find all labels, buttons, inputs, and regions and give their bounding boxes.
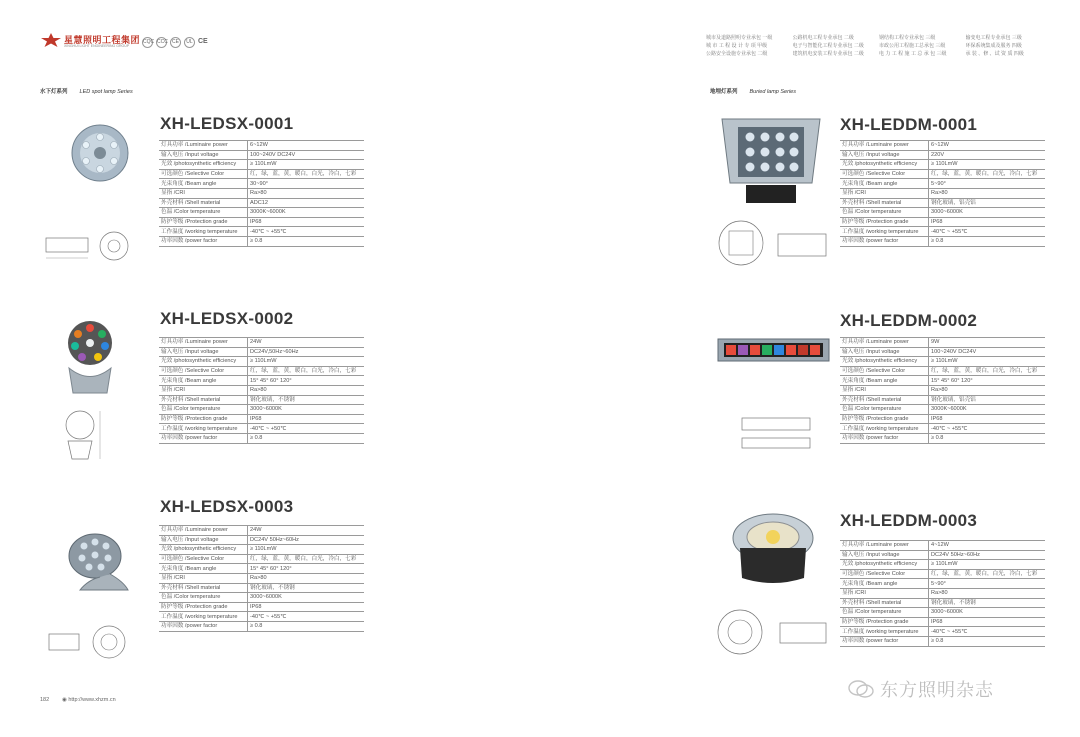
spec-value: ≥ 110LmW bbox=[929, 160, 1046, 170]
spec-row bbox=[159, 405, 364, 415]
qualification-item: 输变电工程专业承包 三级 bbox=[965, 35, 1022, 41]
spec-row bbox=[159, 424, 364, 434]
spec-row bbox=[159, 357, 364, 367]
spec-label: 光束角度 /Beam angle bbox=[840, 376, 929, 386]
dimension-drawing bbox=[42, 228, 134, 264]
spec-label: 光效 /photosynthetic efficiency bbox=[840, 560, 929, 570]
spec-value: 红，绿，蓝，黄，暖白，白光，冷白，七彩 bbox=[248, 554, 365, 564]
spec-row bbox=[159, 545, 364, 555]
spec-row bbox=[159, 179, 364, 189]
spec-row bbox=[159, 395, 364, 405]
spec-row bbox=[840, 338, 1045, 348]
spec-label: 显指 /CRI bbox=[159, 188, 248, 198]
spec-label: 灯具功率 /Luminaire power bbox=[159, 338, 248, 348]
spec-value: 钢化玻璃，不锈钢 bbox=[248, 395, 365, 405]
spec-row bbox=[159, 198, 364, 208]
spec-value: -40℃ ~ +55℃ bbox=[248, 612, 365, 622]
spec-value: 15° 45° 60° 120° bbox=[248, 564, 365, 574]
spec-label: 光效 /photosynthetic efficiency bbox=[159, 357, 248, 367]
qualification-item: 钢结构工程专业承包 三级 bbox=[879, 35, 936, 41]
spec-value: ≥ 110LmW bbox=[929, 560, 1046, 570]
spec-label: 外壳材料 /Shell material bbox=[840, 395, 929, 405]
spec-value: 30~90° bbox=[248, 179, 365, 189]
spec-value: 220V bbox=[929, 150, 1046, 160]
spec-label: 显指 /CRI bbox=[159, 385, 248, 395]
product-photo-ledsx-0003 bbox=[60, 530, 135, 592]
spec-row bbox=[159, 621, 364, 631]
series-heading-right bbox=[710, 87, 796, 95]
spec-label: 功率因数 /power factor bbox=[159, 433, 248, 443]
spec-table bbox=[840, 540, 1045, 647]
spec-label: 防护等级 /Protection grade bbox=[159, 217, 248, 227]
spec-label: 光束角度 /Beam angle bbox=[840, 579, 929, 589]
brand-logo-icon bbox=[40, 33, 62, 47]
spec-value: 24W bbox=[248, 526, 365, 536]
spec-row bbox=[159, 217, 364, 227]
series-name-cn: 水下灯系列 bbox=[40, 89, 68, 95]
spec-row bbox=[840, 179, 1045, 189]
spec-row bbox=[159, 385, 364, 395]
spec-row bbox=[840, 608, 1045, 618]
spec-row bbox=[840, 424, 1045, 434]
dimension-drawing bbox=[60, 405, 105, 465]
spec-row bbox=[159, 366, 364, 376]
spec-value: -40℃ ~ +55℃ bbox=[929, 227, 1046, 237]
product-photo-leddm-0001 bbox=[716, 115, 826, 205]
spec-label: 光效 /photosynthetic efficiency bbox=[840, 160, 929, 170]
spec-row bbox=[159, 150, 364, 160]
spec-row bbox=[840, 560, 1045, 570]
qualification-item: 承 装 、修 、试 资 质 四级 bbox=[965, 51, 1024, 57]
spec-value: 3000~6000K bbox=[248, 405, 365, 415]
spec-value: 6~12W bbox=[248, 141, 365, 151]
product-model: XH-LEDSX-0001 bbox=[160, 114, 294, 133]
cert-badge: UL bbox=[184, 37, 195, 48]
spec-table bbox=[840, 337, 1045, 444]
spec-value: ≥ 0.8 bbox=[929, 236, 1046, 246]
spec-value: -40℃ ~ +50℃ bbox=[248, 424, 365, 434]
spec-row bbox=[840, 541, 1045, 551]
spec-value: ≥ 110LmW bbox=[248, 357, 365, 367]
spec-label: 外壳材料 /Shell material bbox=[840, 598, 929, 608]
spec-label: 色温 /Color temperature bbox=[840, 208, 929, 218]
spec-value: ≥ 110LmW bbox=[929, 357, 1046, 367]
spec-value: ≥ 0.8 bbox=[248, 621, 365, 631]
spec-label: 可选颜色 /Selective Color bbox=[840, 366, 929, 376]
spec-row bbox=[840, 550, 1045, 560]
spec-row bbox=[840, 188, 1045, 198]
spec-row bbox=[159, 188, 364, 198]
spec-label: 输入电压 /Input voltage bbox=[840, 550, 929, 560]
spec-row bbox=[840, 198, 1045, 208]
spec-label: 灯具功率 /Luminaire power bbox=[159, 141, 248, 151]
spec-value: 15° 45° 60° 120° bbox=[929, 376, 1046, 386]
spec-label: 光效 /photosynthetic efficiency bbox=[840, 357, 929, 367]
spec-label: 工作温度 /working temperature bbox=[840, 627, 929, 637]
spec-row bbox=[159, 583, 364, 593]
qualification-item: 环保系统集成及服务 四级 bbox=[965, 43, 1022, 49]
spec-value: ≥ 110LmW bbox=[248, 160, 365, 170]
spec-label: 光束角度 /Beam angle bbox=[159, 376, 248, 386]
spec-label: 防护等级 /Protection grade bbox=[159, 414, 248, 424]
spec-table bbox=[159, 525, 364, 632]
spec-value: IP68 bbox=[248, 414, 365, 424]
spec-label: 色温 /Color temperature bbox=[159, 405, 248, 415]
spec-label: 光束角度 /Beam angle bbox=[840, 179, 929, 189]
spec-value: DC24V 50Hz~60Hz bbox=[248, 535, 365, 545]
spec-row bbox=[840, 433, 1045, 443]
qualification-list bbox=[706, 34, 1046, 58]
spec-row bbox=[159, 347, 364, 357]
page-number: 182 bbox=[40, 697, 50, 703]
spec-value: IP68 bbox=[929, 617, 1046, 627]
spec-label: 可选颜色 /Selective Color bbox=[159, 169, 248, 179]
spec-label: 功率因数 /power factor bbox=[840, 433, 929, 443]
spec-label: 输入电压 /Input voltage bbox=[840, 347, 929, 357]
watermark-text: 东方照明杂志 bbox=[880, 680, 994, 700]
spec-value: IP68 bbox=[929, 217, 1046, 227]
spec-row bbox=[840, 627, 1045, 637]
cert-badge: CQC bbox=[142, 37, 153, 48]
spec-label: 外壳材料 /Shell material bbox=[840, 198, 929, 208]
spec-value: DC24V 50Hz~60Hz bbox=[929, 550, 1046, 560]
spec-row bbox=[840, 169, 1045, 179]
series-name-en: LED spot lamp Series bbox=[79, 89, 133, 95]
spec-label: 外壳材料 /Shell material bbox=[159, 198, 248, 208]
spec-row bbox=[159, 376, 364, 386]
spec-row bbox=[840, 569, 1045, 579]
spec-row bbox=[840, 217, 1045, 227]
spec-value: 钢化玻璃，铝壳铝 bbox=[929, 198, 1046, 208]
spec-label: 色温 /Color temperature bbox=[840, 405, 929, 415]
spec-row bbox=[840, 588, 1045, 598]
spec-row bbox=[159, 602, 364, 612]
spec-row bbox=[159, 414, 364, 424]
spec-label: 灯具功率 /Luminaire power bbox=[840, 141, 929, 151]
wechat-icon bbox=[848, 679, 874, 699]
spec-label: 输入电压 /Input voltage bbox=[159, 150, 248, 160]
spec-label: 外壳材料 /Shell material bbox=[159, 395, 248, 405]
spec-label: 功率因数 /power factor bbox=[840, 236, 929, 246]
spec-value: Ra>80 bbox=[248, 188, 365, 198]
dimension-drawing bbox=[736, 408, 816, 453]
product-model: XH-LEDDM-0001 bbox=[840, 115, 978, 134]
spec-label: 色温 /Color temperature bbox=[159, 208, 248, 218]
spec-label: 外壳材料 /Shell material bbox=[159, 583, 248, 593]
cert-badge: CE bbox=[198, 38, 208, 45]
spec-value: 3000K~6000K bbox=[248, 208, 365, 218]
spec-row bbox=[159, 554, 364, 564]
spec-row bbox=[159, 208, 364, 218]
spec-label: 输入电压 /Input voltage bbox=[840, 150, 929, 160]
spec-row bbox=[159, 535, 364, 545]
spec-value: -40℃ ~ +55℃ bbox=[248, 227, 365, 237]
spec-label: 光束角度 /Beam angle bbox=[159, 564, 248, 574]
spec-row bbox=[840, 414, 1045, 424]
dimension-drawing bbox=[45, 620, 135, 665]
spec-label: 光束角度 /Beam angle bbox=[159, 179, 248, 189]
product-photo-ledsx-0001 bbox=[70, 123, 130, 183]
series-name-cn: 地埋灯系列 bbox=[710, 89, 738, 95]
spec-label: 显指 /CRI bbox=[840, 588, 929, 598]
product-photo-leddm-0002 bbox=[716, 335, 831, 365]
spec-row bbox=[159, 433, 364, 443]
spec-value: 9W bbox=[929, 338, 1046, 348]
spec-value: ≥ 0.8 bbox=[929, 433, 1046, 443]
spec-label: 灯具功率 /Luminaire power bbox=[159, 526, 248, 536]
spec-label: 显指 /CRI bbox=[159, 573, 248, 583]
spec-value: ≥ 0.8 bbox=[929, 636, 1046, 646]
spec-row bbox=[840, 150, 1045, 160]
spec-value: 红，绿，蓝，黄，暖白，白光，冷白，七彩 bbox=[929, 569, 1046, 579]
spec-value: Ra>80 bbox=[248, 385, 365, 395]
spec-value: 5~90° bbox=[929, 579, 1046, 589]
spec-value: 3000K~6000K bbox=[929, 405, 1046, 415]
spec-value: 5~90° bbox=[929, 179, 1046, 189]
spec-row bbox=[840, 579, 1045, 589]
spec-value: IP68 bbox=[929, 414, 1046, 424]
product-photo-leddm-0003 bbox=[728, 508, 818, 588]
product-model: XH-LEDSX-0003 bbox=[160, 497, 294, 516]
spec-row bbox=[840, 598, 1045, 608]
brand-name: 星慧照明工程集团 bbox=[64, 35, 141, 45]
spec-row bbox=[159, 612, 364, 622]
qualification-item: 公路机电工程专业承包 二级 bbox=[792, 35, 854, 41]
qualification-item: 市政公用工程施工总承包 三级 bbox=[879, 43, 946, 49]
spec-value: ≥ 0.8 bbox=[248, 236, 365, 246]
spec-value: Ra>80 bbox=[929, 588, 1046, 598]
spec-value: 6~12W bbox=[929, 141, 1046, 151]
globe-icon: ◉ bbox=[62, 697, 67, 703]
spec-row bbox=[840, 636, 1045, 646]
spec-label: 工作温度 /working temperature bbox=[159, 227, 248, 237]
dimension-drawing bbox=[716, 605, 831, 660]
spec-row bbox=[159, 236, 364, 246]
product-model: XH-LEDSX-0002 bbox=[160, 309, 294, 328]
spec-value: 红，绿，蓝，黄，暖白，白光，冷白，七彩 bbox=[929, 366, 1046, 376]
spec-row bbox=[840, 366, 1045, 376]
spec-value: 3000~6000K bbox=[929, 208, 1046, 218]
spec-row bbox=[159, 526, 364, 536]
spec-value: 红，绿，蓝，黄，暖白，白光，冷白，七彩 bbox=[248, 169, 365, 179]
spec-label: 工作温度 /working temperature bbox=[159, 612, 248, 622]
spec-label: 色温 /Color temperature bbox=[159, 593, 248, 603]
spec-row bbox=[840, 617, 1045, 627]
spec-row bbox=[159, 593, 364, 603]
brand-name-en: XINGHUI LIGHT ENGINEERING GROUP bbox=[64, 44, 130, 48]
dimension-drawing bbox=[716, 218, 831, 268]
qualification-item: 城 市 工 程 设 计 专 项 甲级 bbox=[706, 43, 768, 49]
spec-value: 钢化玻璃，不锈钢 bbox=[929, 598, 1046, 608]
spec-label: 防护等级 /Protection grade bbox=[159, 602, 248, 612]
spec-table bbox=[159, 140, 364, 247]
spec-value: 3000~6000K bbox=[929, 608, 1046, 618]
spec-value: 100~240V DC24V bbox=[929, 347, 1046, 357]
spec-value: -40℃ ~ +55℃ bbox=[929, 627, 1046, 637]
product-model: XH-LEDDM-0002 bbox=[840, 311, 978, 330]
spec-label: 工作温度 /working temperature bbox=[840, 424, 929, 434]
spec-row bbox=[840, 357, 1045, 367]
spec-row bbox=[840, 160, 1045, 170]
spec-value: ADC12 bbox=[248, 198, 365, 208]
spec-label: 光效 /photosynthetic efficiency bbox=[159, 545, 248, 555]
spec-label: 功率因数 /power factor bbox=[840, 636, 929, 646]
qualification-item: 公路安全设施专业承包 二级 bbox=[706, 51, 768, 57]
spec-label: 可选颜色 /Selective Color bbox=[159, 366, 248, 376]
qualification-item: 电 力 工 程 施 工 总 承 包 三级 bbox=[879, 51, 947, 57]
qualification-item: 建筑机电安装工程专业承包 二级 bbox=[792, 51, 864, 57]
spec-value: 红，绿，蓝，黄，暖白，白光，冷白，七彩 bbox=[929, 169, 1046, 179]
spec-row bbox=[159, 338, 364, 348]
spec-label: 输入电压 /Input voltage bbox=[159, 535, 248, 545]
spec-label: 可选颜色 /Selective Color bbox=[840, 569, 929, 579]
spec-row bbox=[159, 573, 364, 583]
spec-label: 防护等级 /Protection grade bbox=[840, 217, 929, 227]
spec-value: ≥ 0.8 bbox=[248, 433, 365, 443]
spec-label: 工作温度 /working temperature bbox=[840, 227, 929, 237]
spec-label: 可选颜色 /Selective Color bbox=[159, 554, 248, 564]
spec-label: 显指 /CRI bbox=[840, 385, 929, 395]
spec-row bbox=[159, 160, 364, 170]
spec-row bbox=[840, 385, 1045, 395]
spec-row bbox=[840, 227, 1045, 237]
spec-value: Ra>80 bbox=[929, 188, 1046, 198]
spec-label: 工作温度 /working temperature bbox=[159, 424, 248, 434]
spec-label: 色温 /Color temperature bbox=[840, 608, 929, 618]
spec-row bbox=[159, 141, 364, 151]
spec-value: 钢化玻璃，铝壳铝 bbox=[929, 395, 1046, 405]
spec-table bbox=[840, 140, 1045, 247]
product-photo-ledsx-0002 bbox=[55, 313, 125, 398]
qualification-item: 电子与智能化工程专业承包 二级 bbox=[792, 43, 864, 49]
series-heading-left bbox=[40, 87, 133, 95]
website-url: http://www.xhzm.cn bbox=[68, 697, 116, 703]
spec-label: 灯具功率 /Luminaire power bbox=[840, 541, 929, 551]
spec-value: 15° 45° 60° 120° bbox=[248, 376, 365, 386]
spec-label: 功率因数 /power factor bbox=[159, 236, 248, 246]
spec-value: Ra>80 bbox=[929, 385, 1046, 395]
spec-row bbox=[159, 169, 364, 179]
cert-badge: CE bbox=[170, 37, 181, 48]
spec-value: 100~240V DC24V bbox=[248, 150, 365, 160]
spec-label: 显指 /CRI bbox=[840, 188, 929, 198]
spec-label: 防护等级 /Protection grade bbox=[840, 617, 929, 627]
spec-value: IP68 bbox=[248, 217, 365, 227]
spec-value: IP68 bbox=[248, 602, 365, 612]
spec-row bbox=[840, 405, 1045, 415]
spec-value: 24W bbox=[248, 338, 365, 348]
spec-label: 输入电压 /Input voltage bbox=[159, 347, 248, 357]
spec-row bbox=[840, 395, 1045, 405]
series-name-en: Buried lamp Series bbox=[749, 89, 796, 95]
spec-row bbox=[840, 376, 1045, 386]
spec-row bbox=[840, 347, 1045, 357]
website-link[interactable] bbox=[62, 697, 116, 703]
spec-value: 3000~6000K bbox=[248, 593, 365, 603]
spec-label: 灯具功率 /Luminaire power bbox=[840, 338, 929, 348]
spec-value: DC24V,50Hz~60Hz bbox=[248, 347, 365, 357]
watermark bbox=[848, 676, 994, 702]
spec-row bbox=[840, 208, 1045, 218]
cert-badge: CCC bbox=[156, 37, 167, 48]
product-model: XH-LEDDM-0003 bbox=[840, 511, 978, 530]
spec-value: 4~12W bbox=[929, 541, 1046, 551]
spec-label: 功率因数 /power factor bbox=[159, 621, 248, 631]
spec-row bbox=[159, 564, 364, 574]
spec-table bbox=[159, 337, 364, 444]
spec-label: 可选颜色 /Selective Color bbox=[840, 169, 929, 179]
spec-value: 红，绿，蓝，黄，暖白，白光，冷白，七彩 bbox=[248, 366, 365, 376]
spec-row bbox=[159, 227, 364, 237]
spec-row bbox=[840, 236, 1045, 246]
spec-value: Ra>80 bbox=[248, 573, 365, 583]
spec-value: -40℃ ~ +55℃ bbox=[929, 424, 1046, 434]
spec-label: 防护等级 /Protection grade bbox=[840, 414, 929, 424]
spec-value: ≥ 110LmW bbox=[248, 545, 365, 555]
qualification-item: 城市及道路照明专业承包 一级 bbox=[706, 35, 773, 41]
spec-row bbox=[840, 141, 1045, 151]
spec-label: 光效 /photosynthetic efficiency bbox=[159, 160, 248, 170]
spec-value: 钢化玻璃，不锈钢 bbox=[248, 583, 365, 593]
